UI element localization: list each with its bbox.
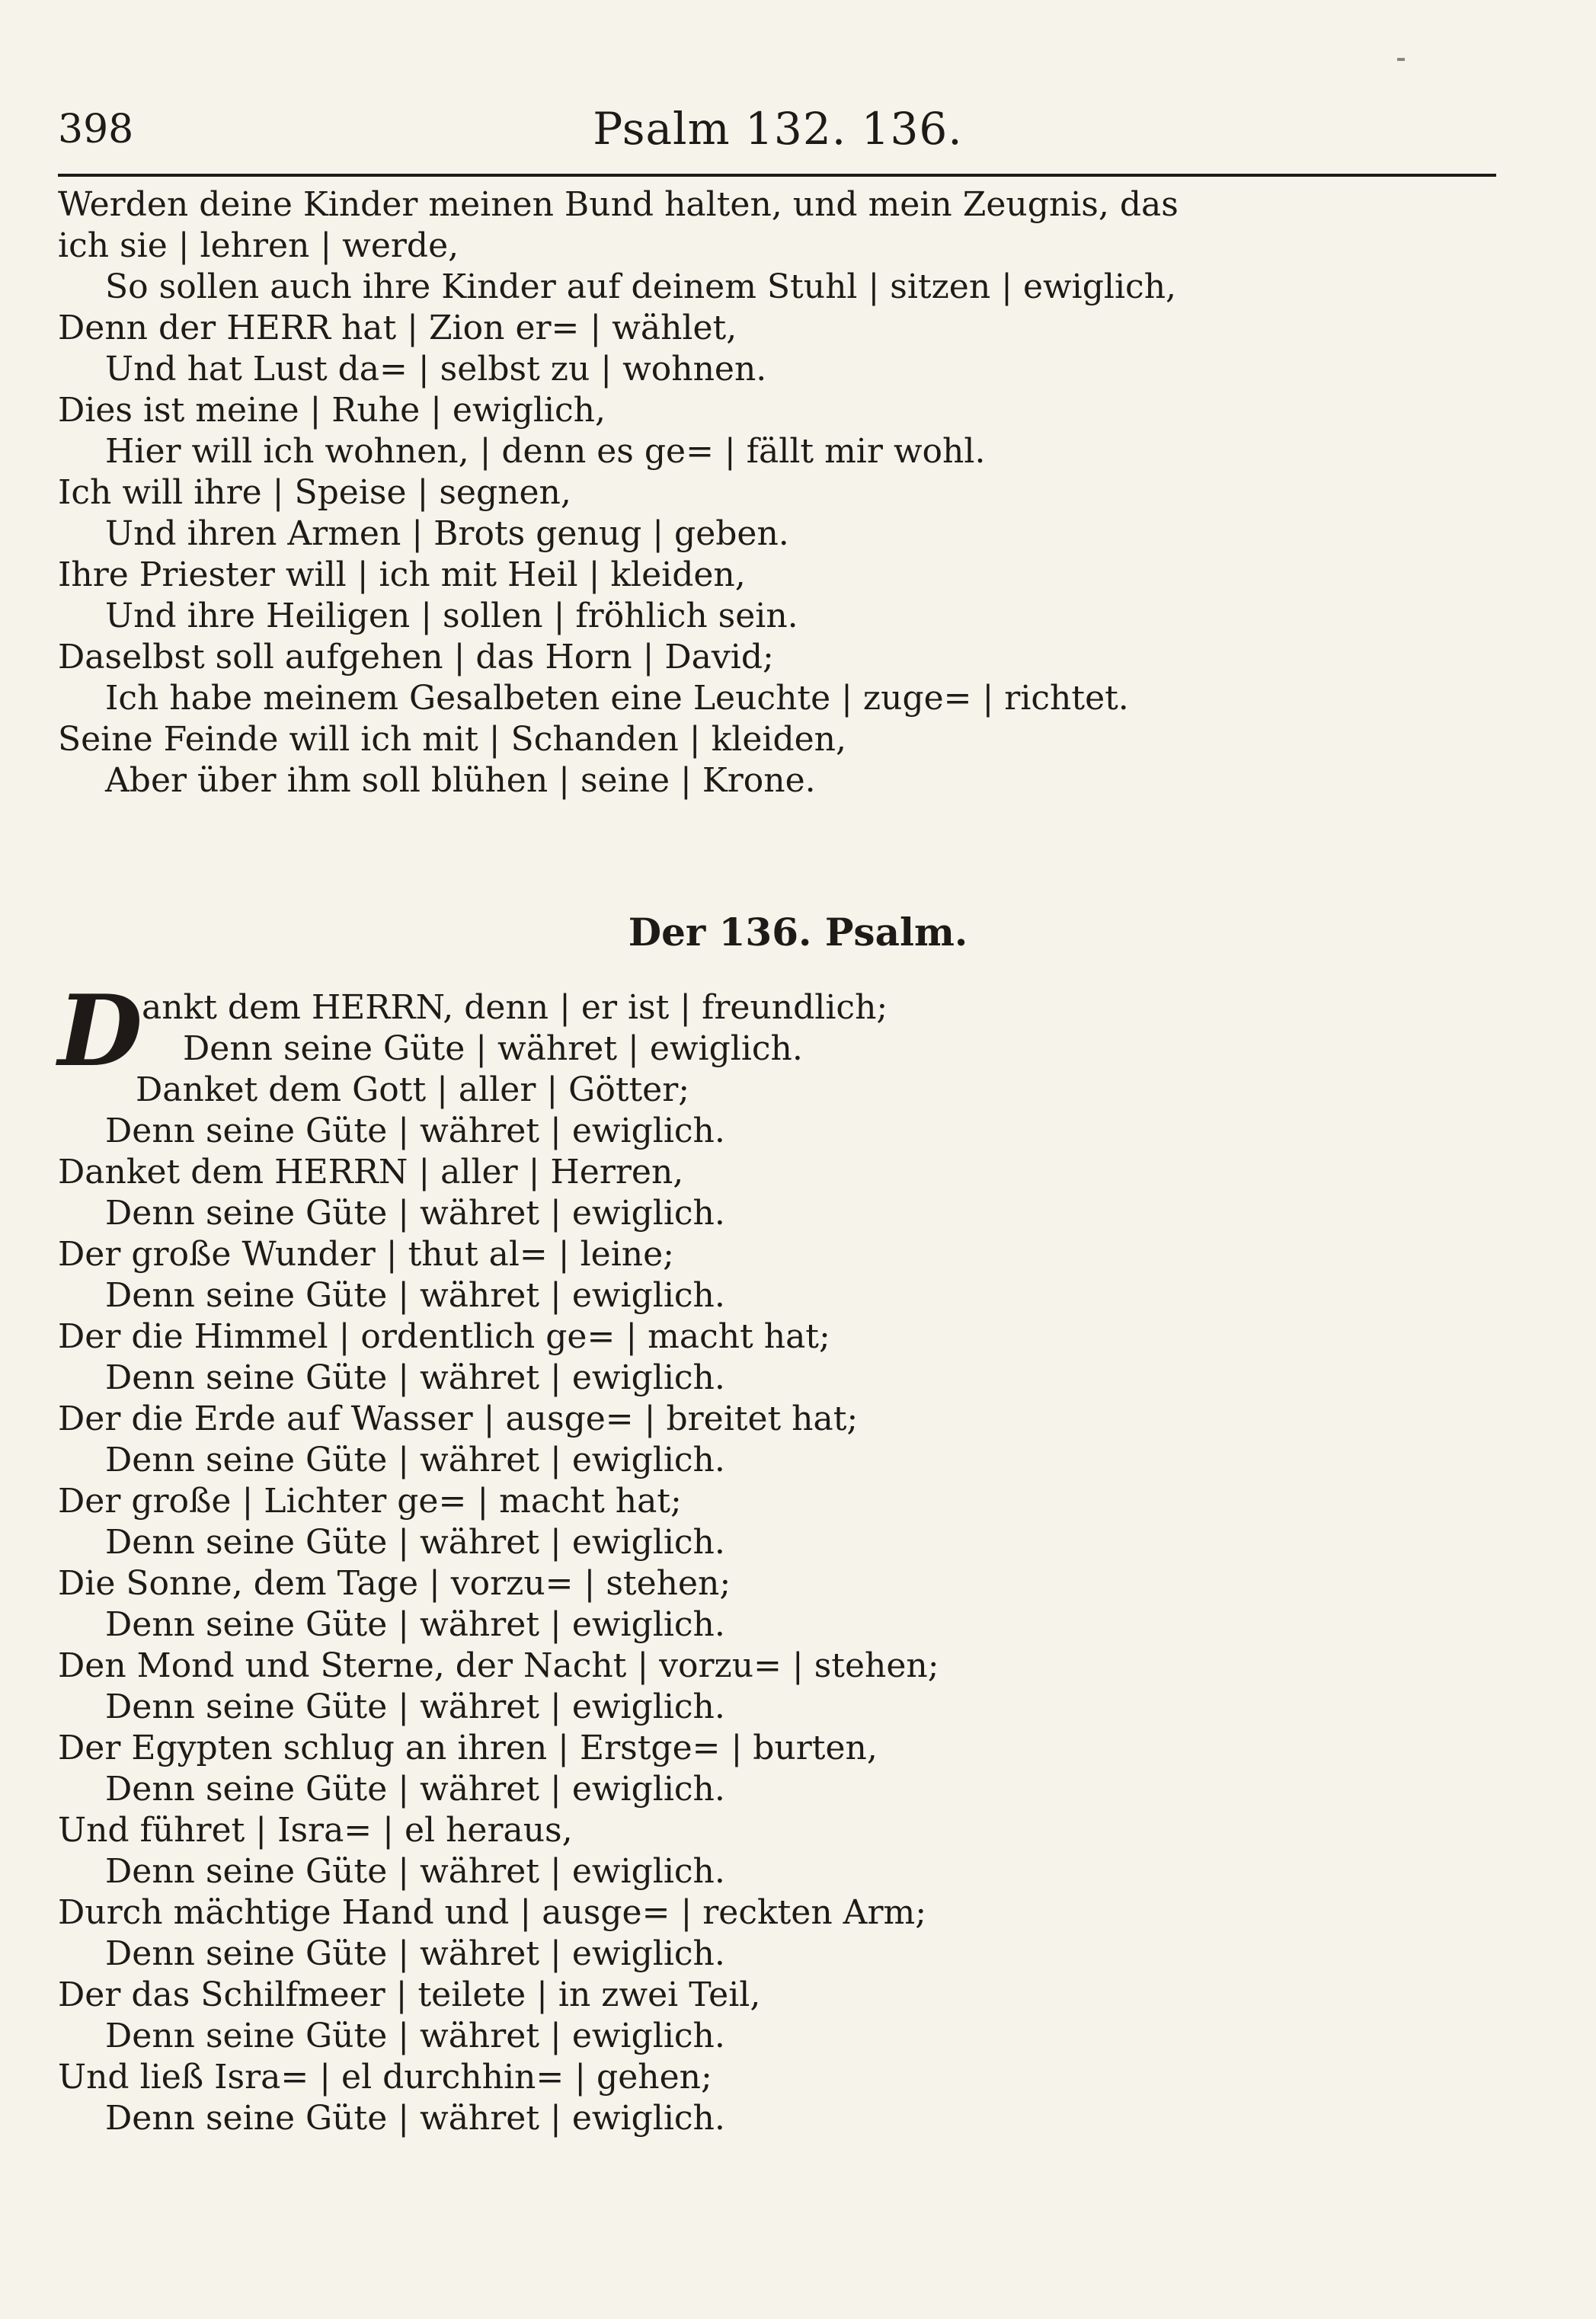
verse-line: Und ließ Isra= | el durchhin= | gehen; [58,2058,712,2097]
psalm-132-text [58,184,1498,801]
verse-line: Der Egypten schlug an ihren | Erstge= | burten, [58,1729,878,1767]
verse-line: Der die Erde auf Wasser | ausge= | breitet hat; [58,1399,859,1438]
page-header [58,101,1498,162]
psalm-136-opening-lines [58,974,1498,1152]
verse-line: Ich will ihre | Speise | segnen, [58,473,571,512]
verse-line: Denn seine Güte | währet | ewiglich. [183,1029,803,1068]
verse-line: Der die Himmel | ordentlich ge= | macht hat; [58,1317,830,1356]
verse-line: Durch mächtige Hand und | ausge= | reckten Arm; [58,1893,927,1932]
page-number: 398 [58,107,134,152]
verse-line: Denn seine Güte | währet | ewiglich. [105,1358,725,1397]
verse-line: Ich habe meinem Gesalbeten eine Leuchte | zuge= | richtet. [105,679,1129,718]
verse-line: Und führet | Isra= | el heraus, [58,1811,573,1850]
verse-line: Und ihre Heiligen | sollen | fröhlich sein. [105,597,798,635]
verse-line: Denn seine Güte | währet | ewiglich. [105,1934,725,1973]
verse-line: Denn seine Güte | währet | ewiglich. [105,1112,725,1150]
verse-line: Der das Schilfmeer | teilete | in zwei Teil, [58,1975,761,2014]
verse-line: Ihre Priester will | ich mit Heil | kleiden, [58,555,746,594]
verse-line: ankt dem HERRN, denn | er ist | freundlich; [142,988,888,1027]
verse-line: So sollen auch ihre Kinder auf deinem Stuhl | sitzen | ewiglich, [105,267,1177,306]
verse-line: Die Sonne, dem Tage | vorzu= | stehen; [58,1564,731,1603]
verse-line: Der große | Lichter ge= | macht hat; [58,1482,682,1521]
verse-line: Danket dem Gott | aller | Götter; [136,1070,690,1109]
verse-line: Denn seine Güte | währet | ewiglich. [105,1852,725,1891]
verse-line: Daselbst soll aufgehen | das Horn | David; [58,638,774,677]
verse-line: Aber über ihm soll blühen | seine | Krone. [105,761,816,800]
psalm-136-title: Der 136. Psalm. [628,910,968,955]
verse-line: Denn seine Güte | währet | ewiglich. [105,1523,725,1562]
verse-line: Denn seine Güte | währet | ewiglich. [105,1441,725,1479]
verse-line: Danket dem HERRN | aller | Herren, [58,1153,684,1191]
verse-line: Werden deine Kinder meinen Bund halten, und mein Zeugnis, das [58,185,1179,224]
dropcap-initial: D [58,974,142,1089]
verse-line: Denn seine Güte | währet | ewiglich. [105,1687,725,1726]
verse-line: Und hat Lust da= | selbst zu | wohnen. [105,350,767,389]
scan-mark [1397,58,1405,61]
verse-line: Denn seine Güte | währet | ewiglich. [105,1194,725,1233]
verse-line: Hier will ich wohnen, | denn es ge= | fällt mir wohl. [105,432,986,471]
verse-line: Denn seine Güte | währet | ewiglich. [105,1605,725,1644]
verse-line: Denn seine Güte | währet | ewiglich. [105,2099,725,2138]
psalm-136-lines [58,1152,1498,2139]
verse-line: Denn seine Güte | währet | ewiglich. [105,2017,725,2055]
header-rule [58,174,1496,177]
verse-line: Denn der HERR hat | Zion er= | wählet, [58,309,737,347]
verse-line: Der große Wunder | thut al= | leine; [58,1235,674,1274]
psalm-132-lines [58,184,1498,801]
verse-line: Seine Feinde will ich mit | Schanden | kleiden, [58,720,846,759]
verse-line: Dies ist meine | Ruhe | ewiglich, [58,391,606,430]
verse-line: Denn seine Güte | währet | ewiglich. [105,1276,725,1315]
psalm-136-text [58,974,1498,2139]
verse-line: ich sie | lehren | werde, [58,226,459,265]
verse-line: Den Mond und Sterne, der Nacht | vorzu= | stehen; [58,1646,939,1685]
running-title: Psalm 132. 136. [593,103,963,155]
verse-line: Denn seine Güte | währet | ewiglich. [105,1770,725,1809]
verse-line: Und ihren Armen | Brots genug | geben. [105,514,789,553]
